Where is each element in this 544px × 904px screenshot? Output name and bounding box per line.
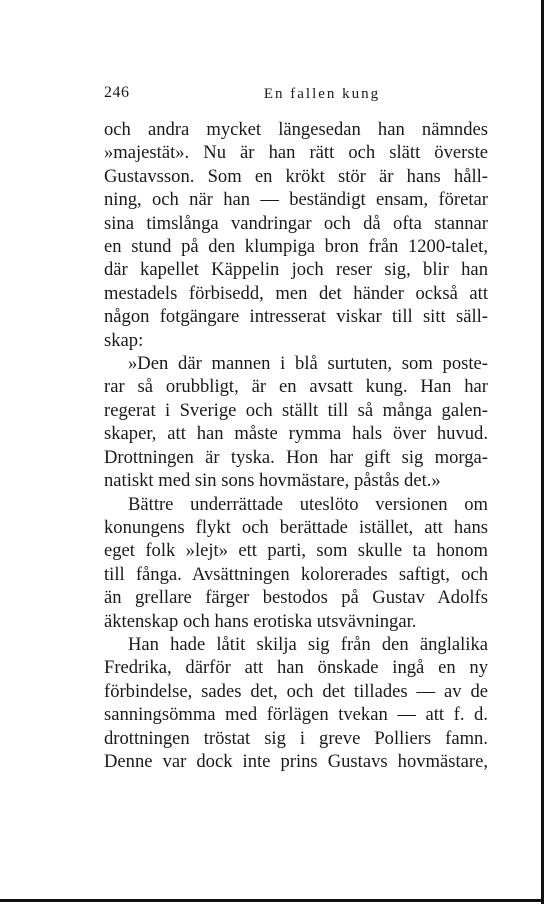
text-line: »majestät». Nu är han rätt och slätt överste [104,142,488,164]
text-line: Drottningen är tyska. Hon har gift sig morga- [104,446,488,468]
text-line: mestadels förbisedd, men det händer också att [104,282,488,304]
text-line: Gustavsson. Som en krökt stör är hans håll- [104,165,488,187]
text-line: skaper, att han måste rymma hals över huvud. [104,423,488,445]
page-header [104,84,488,108]
text-line: »Den där mannen i blå surtuten, som poste- [128,353,488,375]
scan-edge-bottom [0,899,544,902]
text-line: konungens flykt och berättade istället, att hans [104,516,488,538]
text-line: sina timslånga vandringar och då ofta stannar [104,212,488,234]
text-line: äktenskap och hans erotiska utsvävningar. [104,610,417,632]
text-line: rar så orubbligt, är en avsatt kung. Han har [104,376,488,398]
text-line: Han hade låtit skilja sig från den änglalika [128,633,488,655]
text-line: och andra mycket längesedan han nämndes [104,119,488,140]
text-line: där kapellet Käppelin joch reser sig, blir han [104,259,488,281]
text-line: någon fotgängare intresserat viskar till sitt säll- [104,306,488,328]
text-line: drottningen tröstat sig i greve Polliers famn. [104,727,488,749]
text-line: Fredrika, därför att han önskade ingå en ny [104,657,488,679]
text-line: än grellare färger bestodos på Gustav Adolfs [104,587,488,609]
text-line: en stund på den klumpiga bron från 1200-talet, [104,236,488,258]
running-title: En fallen kung [263,86,381,102]
text-line: till fånga. Avsättningen kolorerades saftigt, och [104,563,488,585]
text-line: sanningsömma med förlägen tvekan — att f. d. [104,704,488,726]
text-line: Denne var dock inte prins Gustavs hovmästare, [104,750,488,772]
text-line: förbindelse, sades det, och det tillades — av de [104,680,488,702]
text-line: regerat i Sverige och ställt till så många galen- [104,399,488,421]
text-line: ning, och när han — beständigt ensam, företar [104,189,488,211]
text-line: eget folk »lejt» ett parti, som skulle ta honom [104,540,488,562]
text-line: skap: [104,329,144,351]
text-line: Bättre underrättade uteslöto versionen om [128,493,488,515]
page-number: 246 [104,84,130,101]
body-text [104,118,488,773]
text-line: natiskt med sin sons hovmästare, påstås det.» [104,470,441,492]
